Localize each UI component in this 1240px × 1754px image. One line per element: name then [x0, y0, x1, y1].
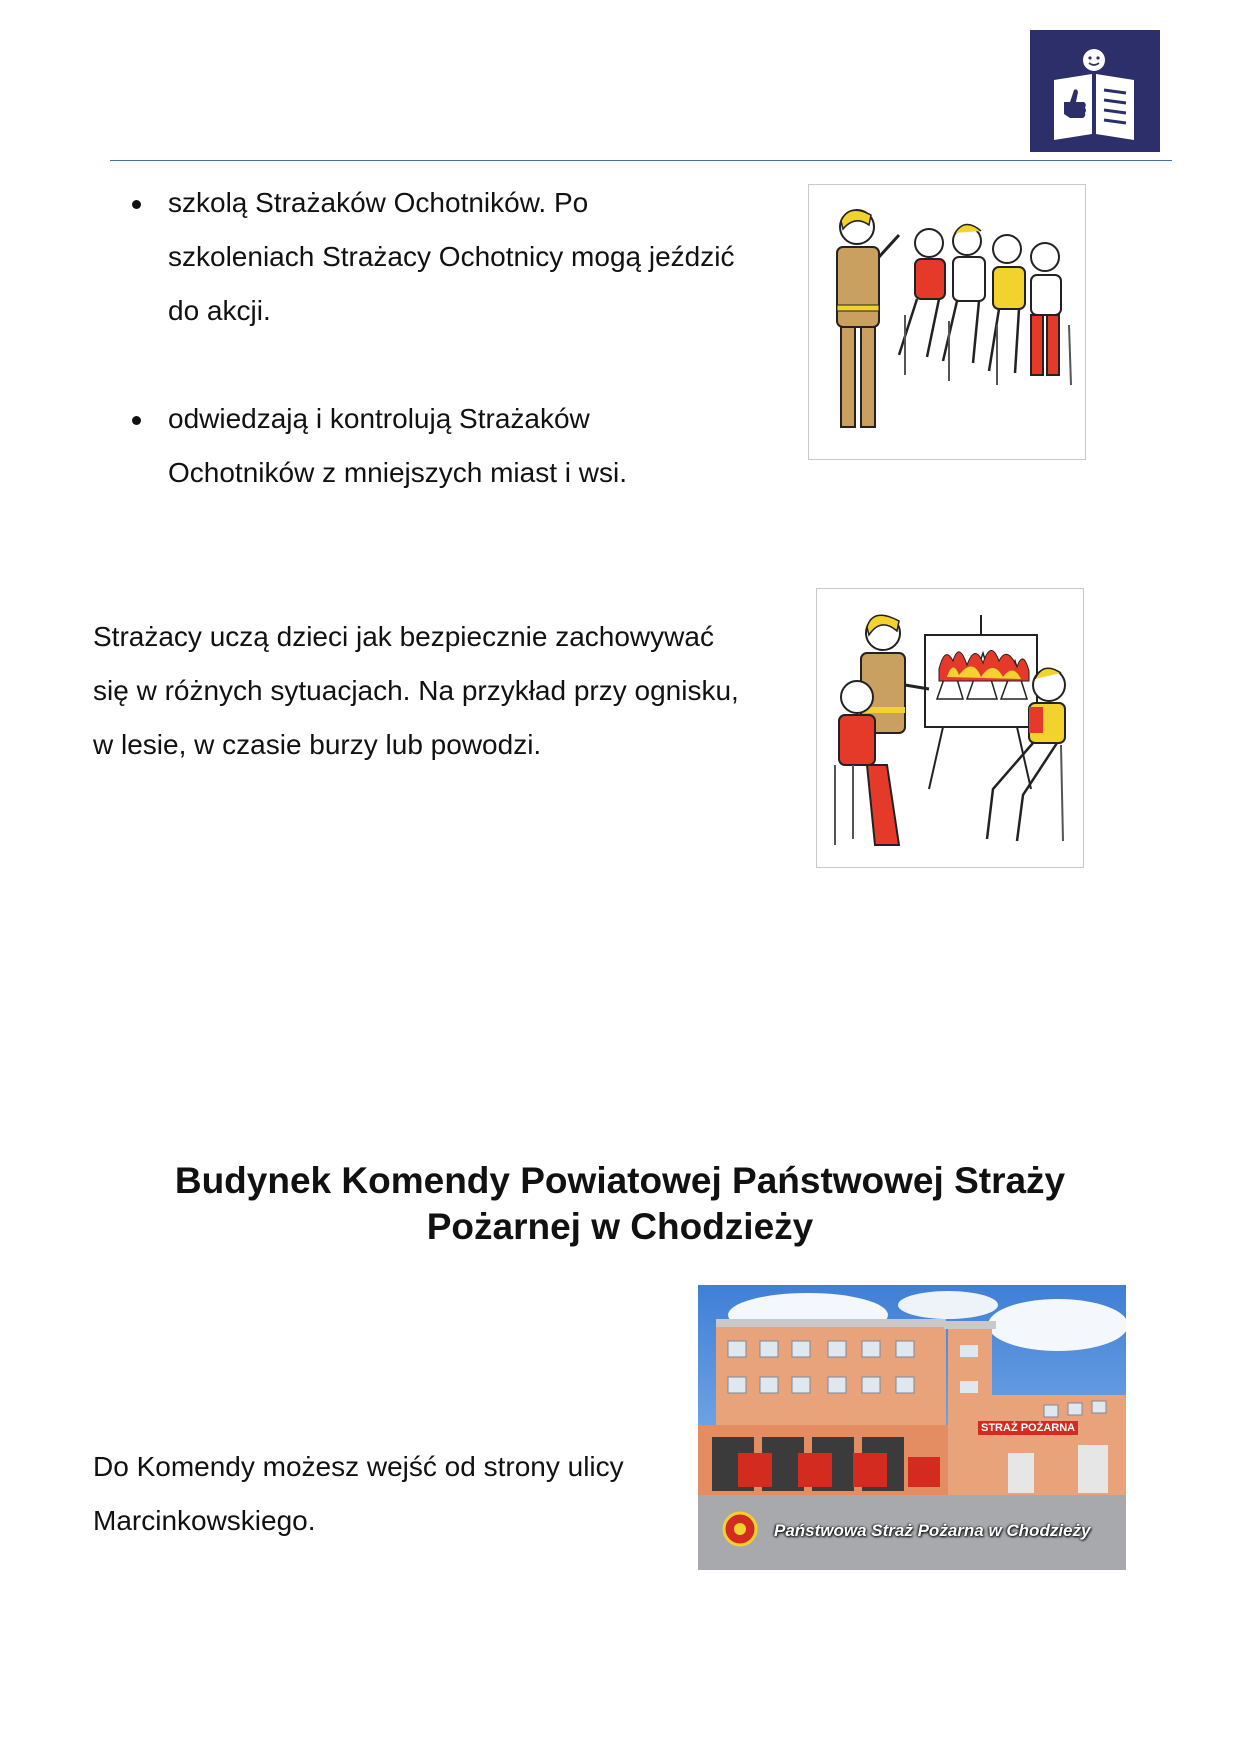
bullet-icon — [132, 416, 141, 425]
section-title-line2: Pożarnej w Chodzieży — [426, 1206, 814, 1247]
bullet-list — [120, 176, 740, 500]
bullet-text: odwiedzają i kontrolują Strażaków Ochotników z mniejszych miast i wsi. — [168, 403, 628, 488]
easy-to-read-logo — [1030, 30, 1160, 152]
section-title-line1: Budynek Komendy Powiatowej Państwowej Straży — [174, 1160, 1066, 1201]
section-title — [110, 1158, 1130, 1250]
fire-station-photo — [698, 1285, 1126, 1570]
list-item — [120, 176, 740, 338]
paragraph-entrance: Do Komendy możesz wejść od strony ulicy Marcinkowskiego. — [93, 1451, 624, 1536]
photo-caption: Państwowa Straż Pożarna w Chodzieży — [774, 1521, 1091, 1540]
photo-sign-text: STRAŻ POŻARNA — [978, 1421, 1078, 1435]
bullet-text: szkolą Strażaków Ochotników. Po szkoleniach Strażacy Ochotnicy mogą jeździć do akcji. — [168, 187, 735, 326]
bullet-icon — [132, 200, 141, 209]
illustration-training — [808, 184, 1086, 460]
list-item — [120, 392, 740, 500]
paragraph-safety: Strażacy uczą dzieci jak bezpiecznie zachowywać się w różnych sytuacjach. Na przykład przy ognisku, w lesie, w czasie burzy lub powodzi. — [93, 621, 739, 760]
illustration-fire-lesson — [816, 588, 1084, 868]
header-rule — [110, 160, 1172, 161]
